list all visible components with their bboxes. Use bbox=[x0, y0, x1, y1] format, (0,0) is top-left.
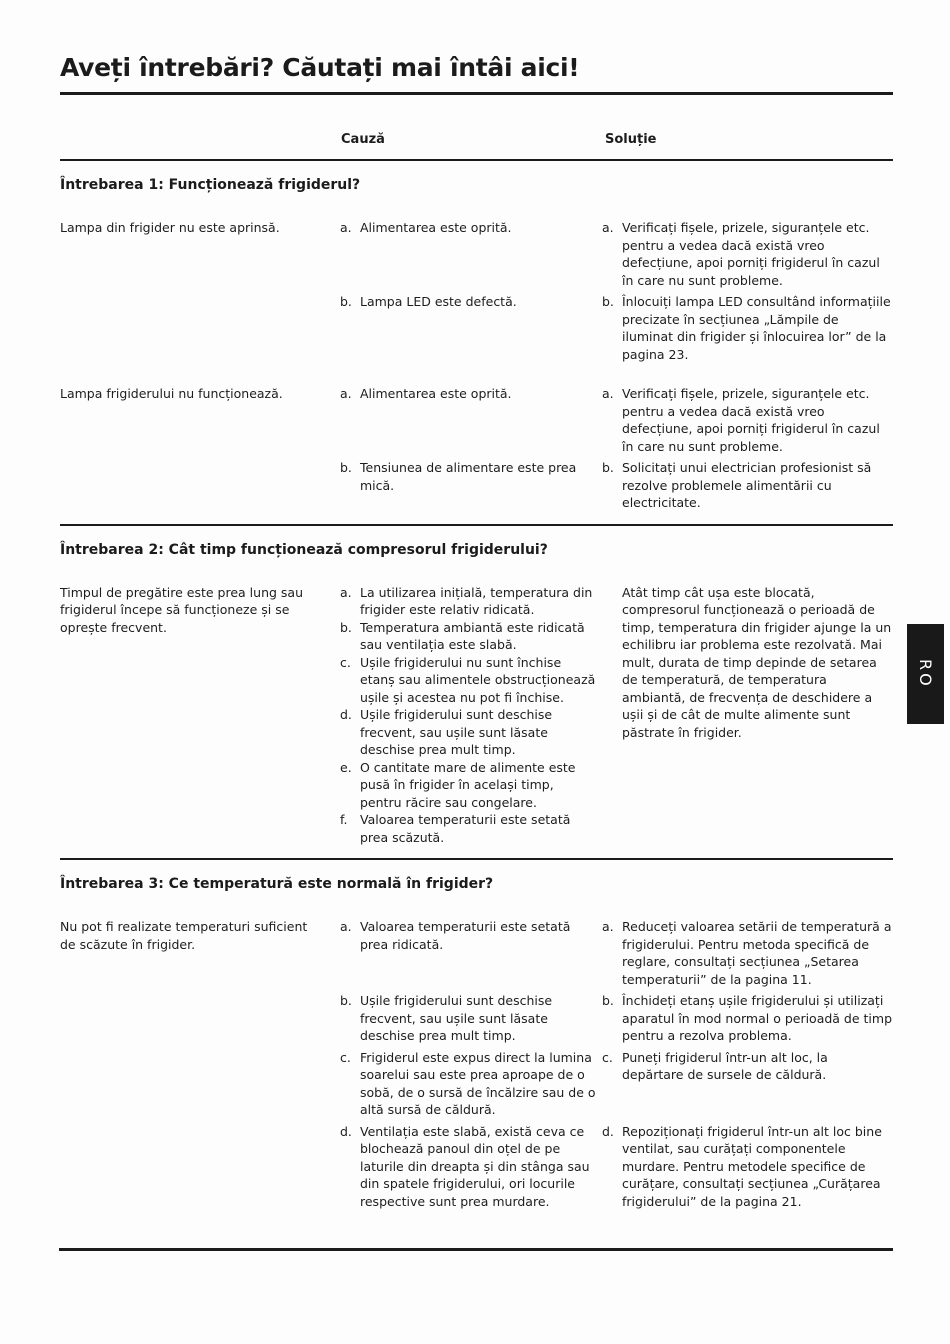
section-heading: Întrebarea 2: Cât timp funcționează compresorul frigiderului? bbox=[60, 541, 548, 558]
manual-page-content bbox=[60, 0, 893, 1210]
cause-text: O cantitate mare de alimente este pusă în frigider în același timp, pentru răcire sau congelare. bbox=[360, 759, 576, 810]
cause-text: Ușile frigiderului sunt deschise frecvent, sau ușile sunt lăsate deschise prea mult timp. bbox=[360, 993, 553, 1044]
solution-text: Repoziționați frigiderul într-un alt loc bine ventilat, sau curățați componentele murdare. Pentru metodele specifice de curățare, consultați secțiunea „Curățarea frigiderului” de la pagina 21. bbox=[622, 1123, 882, 1209]
problem-text: Lampa din frigider nu este aprinsă. bbox=[60, 220, 280, 236]
section-divider-rule bbox=[60, 524, 893, 526]
cause-letter: a. bbox=[340, 386, 352, 402]
title-rule bbox=[60, 92, 893, 95]
cause-text: Alimentarea este oprită. bbox=[360, 220, 512, 236]
solution-letter: c. bbox=[602, 1049, 613, 1065]
solution-letter: a. bbox=[602, 919, 614, 935]
cause-letter: b. bbox=[340, 619, 352, 635]
cause-item bbox=[340, 759, 602, 812]
cause-text: Alimentarea este oprită. bbox=[360, 386, 512, 402]
cause-letter: a. bbox=[340, 584, 352, 600]
cause-text: La utilizarea inițială, temperatura din frigider este relativ ridicată. bbox=[360, 584, 593, 618]
column-header-solution: Soluție bbox=[605, 132, 657, 148]
solution-item bbox=[602, 1049, 893, 1119]
qa-row bbox=[60, 385, 893, 512]
cause-text: Lampa LED este defectă. bbox=[360, 294, 517, 310]
solution-text: Solicitați unui electrician profesionist să rezolve problemele alimentării cu electricitate. bbox=[622, 460, 872, 511]
cause-letter: c. bbox=[340, 654, 351, 670]
solution-text: Puneți frigiderul într-un alt loc, la depărtare de sursele de căldură. bbox=[622, 1049, 828, 1083]
cause-text: Ventilația este slabă, există ceva ce blochează panoul din oțel de pe laturile din dreapta și din stânga sau din spatele frigiderului, ori locurile respective sunt prea murdare. bbox=[360, 1123, 590, 1209]
solution-item bbox=[602, 219, 893, 289]
cause-letter: e. bbox=[340, 759, 352, 775]
solution-item bbox=[602, 1123, 893, 1211]
cause-item bbox=[340, 385, 602, 455]
language-tab: RO bbox=[907, 624, 944, 724]
solution-item bbox=[602, 293, 893, 363]
solution-letter: b. bbox=[602, 993, 614, 1009]
solution-item bbox=[602, 918, 893, 988]
cause-letter: f. bbox=[340, 812, 348, 828]
cause-letter: d. bbox=[340, 707, 352, 723]
section-divider-rule bbox=[60, 858, 893, 860]
solution-item bbox=[602, 459, 893, 512]
cause-item bbox=[340, 918, 602, 988]
qa-table bbox=[60, 176, 893, 1210]
solution-text: Verificați fișele, prizele, siguranțele etc. pentru a vedea dacă există vreo defecțiune, apoi porniți frigiderul în cazul în care nu sunt probleme. bbox=[622, 220, 880, 288]
cause-text: Temperatura ambiantă este ridicată sau ventilația este slabă. bbox=[360, 619, 585, 653]
solution-letter: b. bbox=[602, 460, 614, 476]
cause-item bbox=[340, 706, 602, 759]
section-heading: Întrebarea 1: Funcționează frigiderul? bbox=[60, 177, 361, 194]
bottom-rule bbox=[59, 1248, 893, 1251]
cause-text: Valoarea temperaturii este setată prea ridicată. bbox=[360, 919, 571, 952]
problem-text: Lampa frigiderului nu funcționează. bbox=[60, 386, 283, 402]
header-rule bbox=[60, 159, 893, 161]
cause-letter: c. bbox=[340, 1049, 351, 1065]
qa-row bbox=[60, 219, 893, 363]
cause-item bbox=[340, 654, 602, 707]
cause-item bbox=[340, 1123, 602, 1211]
solution-item bbox=[602, 385, 893, 455]
cause-item bbox=[340, 219, 602, 289]
solution-text: Reduceți valoarea setării de temperatură a frigiderului. Pentru metoda specifică de reglare, consultați secțiunea „Setarea temperaturii” de la pagina 11. bbox=[622, 919, 892, 987]
cause-item bbox=[340, 584, 602, 619]
column-header-cause: Cauză bbox=[341, 132, 385, 148]
cause-letter: a. bbox=[340, 220, 352, 236]
cause-letter: b. bbox=[340, 993, 352, 1009]
cause-text: Frigiderul este expus direct la lumina soarelui sau este prea aproape de o sobă, de o sursă de încălzire sau de o altă sursă de căldură. bbox=[360, 1049, 596, 1118]
cause-text: Valoarea temperaturii este setată prea scăzută. bbox=[360, 812, 571, 845]
cause-letter: a. bbox=[340, 919, 352, 935]
cause-item bbox=[340, 811, 602, 846]
cause-text: Ușile frigiderului sunt deschise frecvent, sau ușile sunt lăsate deschise prea mult timp. bbox=[360, 707, 553, 758]
solution-letter: b. bbox=[602, 294, 614, 310]
cause-item bbox=[340, 619, 602, 654]
page-title: Aveți întrebări? Căutați mai întâi aici! bbox=[60, 53, 580, 82]
qa-row bbox=[60, 584, 893, 847]
solution-text: Verificați fișele, prizele, siguranțele etc. pentru a vedea dacă există vreo defecțiune, apoi porniți frigiderul în cazul în care nu sunt probleme. bbox=[622, 386, 880, 454]
cause-letter: d. bbox=[340, 1123, 352, 1139]
solution-item bbox=[602, 992, 893, 1045]
solution-letter: d. bbox=[602, 1123, 614, 1139]
cause-text: Tensiunea de alimentare este prea mică. bbox=[360, 460, 577, 493]
cause-list bbox=[340, 584, 602, 847]
table-column-headers bbox=[60, 132, 893, 149]
solution-letter: a. bbox=[602, 220, 614, 236]
qa-row bbox=[60, 918, 893, 1210]
solution-text: Închideți etanș ușile frigiderului și utilizați aparatul în mod normal o perioadă de timp pentru a rezolva problema. bbox=[622, 993, 893, 1044]
solution-letter: a. bbox=[602, 386, 614, 402]
solution-text: Înlocuiți lampa LED consultând informațiile precizate în secțiunea „Lămpile de iluminat din frigider și înlocuirea lor” de la pagina 23. bbox=[622, 294, 891, 362]
cause-item bbox=[340, 1049, 602, 1119]
cause-item bbox=[340, 992, 602, 1045]
cause-letter: b. bbox=[340, 460, 352, 476]
problem-text: Timpul de pregătire este prea lung sau frigiderul începe să funcționeze și se oprește frecvent. bbox=[60, 584, 303, 635]
cause-item bbox=[340, 293, 602, 363]
cause-letter: b. bbox=[340, 294, 352, 310]
solution-paragraph: Atât timp cât ușa este blocată, compresorul funcționează o perioadă de timp, temperatura din frigider ajunge la un echilibru iar problema este rezolvată. Mai mult, durata de timp depinde de setarea de temperatură, de temperatura ambiantă, de frecvența de deschidere a ușii și de cât de multe alimente sunt păstrate în frigider. bbox=[622, 584, 892, 740]
cause-item bbox=[340, 459, 602, 512]
section-heading: Întrebarea 3: Ce temperatură este normală în frigider? bbox=[60, 876, 494, 893]
cause-text: Ușile frigiderului nu sunt închise etanș sau alimentele obstrucționează ușile și acestea nu pot fi închise. bbox=[360, 654, 596, 705]
problem-text: Nu pot fi realizate temperaturi suficient de scăzute în frigider. bbox=[60, 919, 308, 952]
